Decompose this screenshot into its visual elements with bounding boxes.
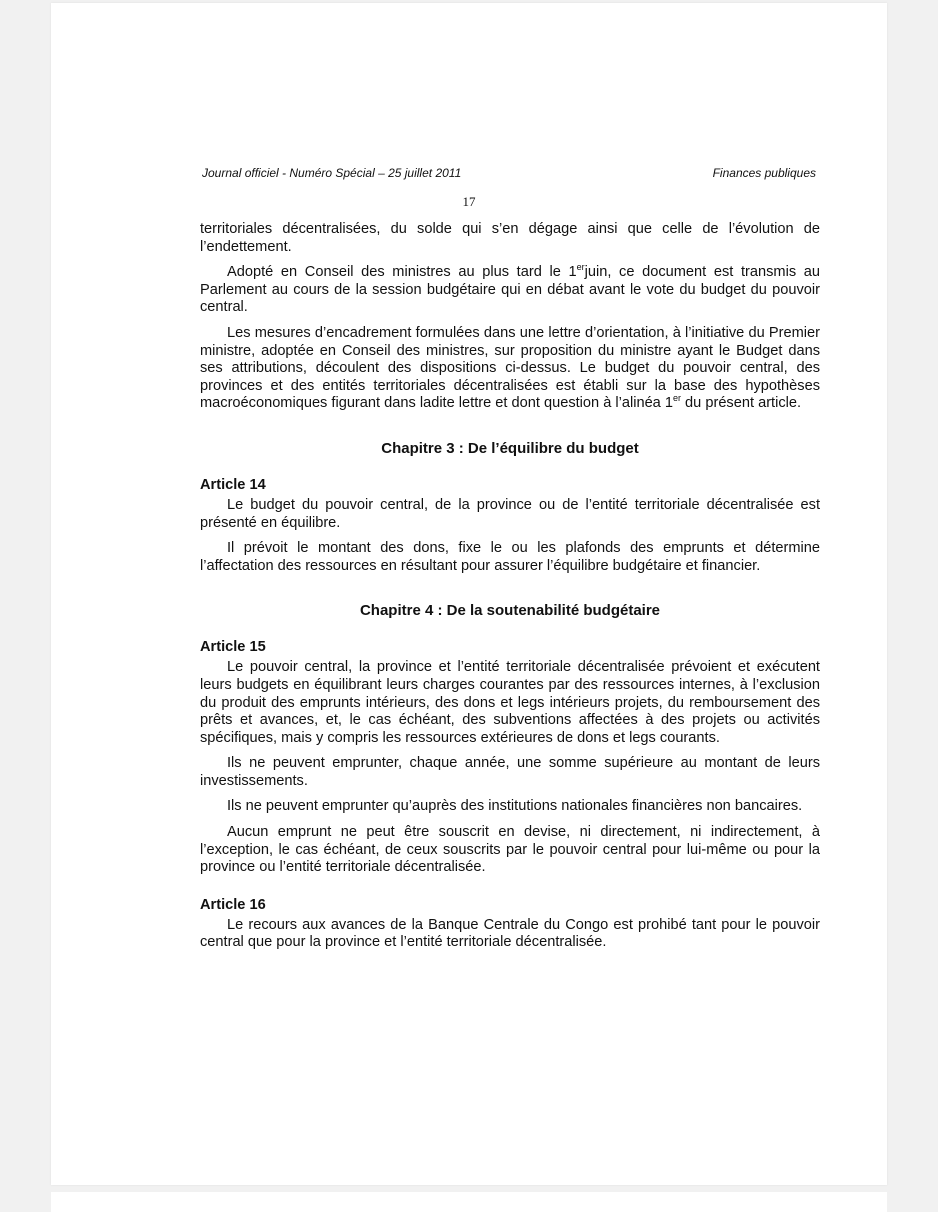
article-14-paragraph-2: Il prévoit le montant des dons, fixe le ou les plafonds des emprunts et détermine l’affectation des ressources en résultant pour assurer l’équilibre budgétaire et financier. [200,540,820,574]
superscript-er: er [672,393,681,404]
article-16-paragraph-1: Le recours aux avances de la Banque Centrale du Congo est prohibé tant pour le pouvoir central que pour la province et l’entité territoriale décentralisée. [200,916,820,951]
chapter-3-title: Chapitre 3 : De l’équilibre du budget [381,439,639,457]
article-15-paragraph-2: Ils ne peuvent emprunter, chaque année, une somme supérieure au montant de leurs investissements. [200,755,820,789]
superscript-er: er [576,262,585,273]
page-number: 17 [462,194,476,209]
article-16-title: Article 16 [200,896,266,913]
page-content [200,221,820,960]
paragraph-measures [200,325,820,413]
chapter-4-title: Chapitre 4 : De la soutenabilité budgétaire [359,602,661,620]
article-15-paragraph-1: Le pouvoir central, la province et l’entité territoriale décentralisée prévoient et exécutent leurs budgets en équilibrant leurs charges courantes par des ressources internes, à l’exclusion du produit des emprunts intérieurs, des dons et legs intérieurs projets, du remboursement des prêts et avances, et, le cas échéant, des subventions affectées à des projets ou activités spécifiques, mais y compris les ressources extérieures de dons et legs courants. [200,659,820,746]
document-page [51,3,887,1185]
article-15-paragraph-3: Ils ne peuvent emprunter qu’auprès des institutions nationales financières non bancaires. [227,798,803,815]
paragraph-measures-text-b: du présent article. [681,395,802,412]
article-15-title: Article 15 [200,639,266,656]
article-14-title: Article 14 [200,476,266,493]
next-page-edge [51,1192,887,1212]
paragraph-measures-text-a: Les mesures d’encadrement formulées dans une lettre d’orientation, à l’initiative du Premier ministre, adoptée en Conseil des ministres, sur proposition du ministre ayant le Budget dans ses attributions, découlent des dispositions ci-dessus. Le budget du pouvoir central, des provinces et des entités territoriales décentralisées est établi sur la base des hypothèses macroéconomiques figurant dans ladite lettre et dont question à l’alinéa 1 [200,324,820,412]
paragraph-continuation: territoriales décentralisées, du solde qui s’en dégage ainsi que celle de l’évolution de l’endettement. [200,221,820,255]
paragraph-adoption [200,264,820,317]
article-15-paragraph-4: Aucun emprunt ne peut être souscrit en devise, ni directement, ni indirectement, à l’exception, le cas échéant, de ceux souscrits par le pouvoir central pour lui-même ou pour la province ou l’entité territoriale décentralisée. [200,824,820,876]
paragraph-adoption-text-b: juin, ce document est transmis au Parlement au cours de la session budgétaire qui en débat avant le vote du budget du pouvoir central. [200,264,821,316]
header-section-title: Finances publiques [712,166,816,180]
article-14-paragraph-1: Le budget du pouvoir central, de la province ou de l’entité territoriale décentralisée est présenté en équilibre. [200,496,820,531]
header-journal-title: Journal officiel - Numéro Spécial – 25 juillet 2011 [202,166,462,180]
paragraph-adoption-text-a: Adopté en Conseil des ministres au plus tard le 1 [227,264,577,281]
